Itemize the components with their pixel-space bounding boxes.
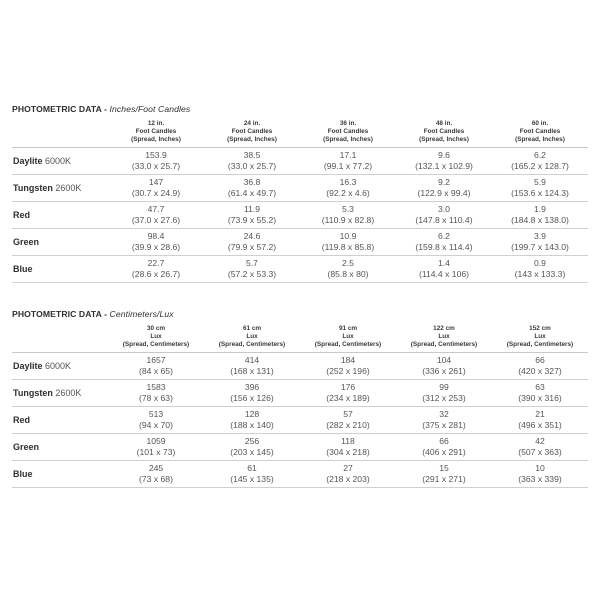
- column-header: [396, 325, 492, 353]
- column-distance: 61 cm: [242, 325, 262, 332]
- intensity-value: 21: [535, 409, 545, 419]
- data-cell: [396, 380, 492, 407]
- column-distance: 12 in.: [147, 120, 165, 127]
- intensity-value: 27: [343, 463, 353, 473]
- column-header: [492, 120, 588, 148]
- table-row: [12, 175, 588, 202]
- column-spread-note: (Spread, Centimeters): [218, 341, 286, 348]
- section-title: [12, 103, 588, 115]
- data-cell: [300, 407, 396, 434]
- spread-dimensions: (282 x 210): [326, 420, 370, 430]
- spread-dimensions: (496 x 351): [518, 420, 562, 430]
- intensity-value: 10.9: [339, 231, 357, 241]
- data-cell: [300, 202, 396, 229]
- data-cell: [108, 353, 204, 380]
- row-label: [12, 175, 108, 202]
- intensity-value: 22.7: [147, 258, 165, 268]
- intensity-value: 396: [244, 382, 260, 392]
- row-label: [12, 202, 108, 229]
- data-cell: [492, 202, 588, 229]
- row-label: [12, 353, 108, 380]
- column-unit: Foot Candles: [423, 128, 465, 135]
- section-title: [12, 308, 588, 320]
- intensity-value: 128: [244, 409, 260, 419]
- data-cell: [204, 380, 300, 407]
- data-cell: [492, 175, 588, 202]
- table-row: [12, 202, 588, 229]
- column-distance: 60 in.: [531, 120, 549, 127]
- column-spread-note: (Spread, Centimeters): [410, 341, 478, 348]
- spread-dimensions: (252 x 196): [326, 366, 370, 376]
- data-cell: [108, 202, 204, 229]
- table-row: [12, 148, 588, 175]
- column-header: [300, 120, 396, 148]
- column-spread-note: (Spread, Inches): [131, 136, 181, 143]
- data-cell: [492, 434, 588, 461]
- column-spread-note: (Spread, Centimeters): [314, 341, 382, 348]
- intensity-value: 10: [535, 463, 545, 473]
- spread-dimensions: (184.8 x 138.0): [511, 215, 569, 225]
- intensity-value: 38.5: [243, 150, 261, 160]
- spread-dimensions: (73.9 x 55.2): [227, 215, 277, 225]
- data-cell: [300, 461, 396, 488]
- data-cell: [204, 461, 300, 488]
- column-distance: 36 in.: [339, 120, 357, 127]
- intensity-value: 3.0: [438, 204, 450, 214]
- spread-dimensions: (119.8 x 85.8): [321, 242, 375, 252]
- column-header: [396, 120, 492, 148]
- table-header: [12, 120, 588, 148]
- intensity-value: 9.2: [438, 177, 450, 187]
- column-unit: Lux: [342, 333, 354, 340]
- data-cell: [492, 256, 588, 283]
- table-row: [12, 380, 588, 407]
- column-distance: 24 in.: [243, 120, 261, 127]
- intensity-value: 1.9: [534, 204, 546, 214]
- spread-dimensions: (94 x 70): [139, 420, 173, 430]
- data-cell: [396, 434, 492, 461]
- spread-dimensions: (73 x 68): [139, 474, 173, 484]
- spread-dimensions: (37.0 x 27.6): [131, 215, 181, 225]
- table-header: [12, 325, 588, 353]
- intensity-value: 99: [439, 382, 449, 392]
- table-row: [12, 461, 588, 488]
- light-name: Red: [13, 209, 31, 220]
- intensity-value: 98.4: [147, 231, 165, 241]
- data-cell: [204, 256, 300, 283]
- row-label: [12, 407, 108, 434]
- intensity-value: 36.8: [243, 177, 261, 187]
- spread-dimensions: (304 x 218): [326, 447, 370, 457]
- spread-dimensions: (57.2 x 53.3): [227, 269, 277, 279]
- data-cell: [396, 353, 492, 380]
- column-spread-note: (Spread, Centimeters): [506, 341, 574, 348]
- color-temperature: 6000K: [42, 155, 72, 166]
- data-cell: [204, 175, 300, 202]
- table-row: [12, 353, 588, 380]
- spread-dimensions: (92.2 x 4.6): [326, 188, 370, 198]
- column-unit: Foot Candles: [519, 128, 561, 135]
- intensity-value: 0.9: [534, 258, 546, 268]
- column-unit: Lux: [534, 333, 546, 340]
- intensity-value: 32: [439, 409, 449, 419]
- data-cell: [204, 434, 300, 461]
- intensity-value: 147: [148, 177, 164, 187]
- light-name: Blue: [13, 468, 33, 479]
- table-row: [12, 256, 588, 283]
- intensity-value: 256: [244, 436, 260, 446]
- table-row: [12, 229, 588, 256]
- data-cell: [204, 353, 300, 380]
- data-cell: [300, 256, 396, 283]
- column-unit: Lux: [246, 333, 258, 340]
- intensity-value: 6.2: [438, 231, 450, 241]
- column-unit: Lux: [438, 333, 450, 340]
- row-label: [12, 380, 108, 407]
- light-name: Tungsten: [13, 182, 53, 193]
- row-label: [12, 434, 108, 461]
- spread-dimensions: (143 x 133.3): [514, 269, 566, 279]
- intensity-value: 176: [340, 382, 356, 392]
- intensity-value: 1.4: [438, 258, 450, 268]
- table-body: [12, 148, 588, 283]
- intensity-value: 61: [247, 463, 257, 473]
- column-header: [204, 325, 300, 353]
- data-cell: [396, 407, 492, 434]
- data-cell: [300, 353, 396, 380]
- data-cell: [300, 380, 396, 407]
- data-cell: [204, 202, 300, 229]
- column-spread-note: (Spread, Inches): [227, 136, 277, 143]
- data-cell: [300, 434, 396, 461]
- section-title-unit: Inches/Foot Candles: [109, 104, 191, 114]
- spread-dimensions: (28.6 x 26.7): [131, 269, 181, 279]
- data-cell: [108, 434, 204, 461]
- spread-dimensions: (312 x 253): [422, 393, 466, 403]
- column-unit: Foot Candles: [135, 128, 177, 135]
- data-cell: [300, 229, 396, 256]
- data-cell: [492, 229, 588, 256]
- intensity-value: 15: [439, 463, 449, 473]
- column-header: [300, 325, 396, 353]
- spread-dimensions: (199.7 x 143.0): [511, 242, 569, 252]
- column-header: [204, 120, 300, 148]
- intensity-value: 184: [340, 355, 356, 365]
- intensity-value: 104: [436, 355, 452, 365]
- spread-dimensions: (406 x 291): [422, 447, 466, 457]
- intensity-value: 6.2: [534, 150, 546, 160]
- column-spread-note: (Spread, Inches): [419, 136, 469, 143]
- row-label-header: [12, 120, 108, 148]
- intensity-value: 66: [439, 436, 449, 446]
- table-body: [12, 353, 588, 488]
- section-title-text: PHOTOMETRIC DATA -: [12, 104, 110, 114]
- intensity-value: 5.7: [246, 258, 258, 268]
- intensity-value: 24.6: [243, 231, 261, 241]
- spread-dimensions: (33.0 x 25.7): [131, 161, 181, 171]
- spread-dimensions: (159.8 x 114.4): [415, 242, 473, 252]
- column-header: [492, 325, 588, 353]
- spread-dimensions: (203 x 145): [230, 447, 274, 457]
- intensity-value: 57: [343, 409, 353, 419]
- data-cell: [108, 148, 204, 175]
- spread-dimensions: (145 x 135): [230, 474, 274, 484]
- centimeters-section: [12, 308, 588, 488]
- color-temperature: 2600K: [52, 182, 82, 193]
- data-cell: [300, 175, 396, 202]
- data-cell: [492, 353, 588, 380]
- data-cell: [204, 407, 300, 434]
- column-header: [108, 120, 204, 148]
- intensity-value: 513: [148, 409, 164, 419]
- intensity-value: 9.6: [438, 150, 450, 160]
- intensity-value: 245: [148, 463, 164, 473]
- color-temperature: 6000K: [42, 360, 72, 371]
- data-cell: [396, 148, 492, 175]
- data-cell: [108, 380, 204, 407]
- spread-dimensions: (147.8 x 110.4): [415, 215, 473, 225]
- column-unit: Foot Candles: [231, 128, 273, 135]
- intensity-value: 118: [341, 436, 355, 446]
- inches-section: [12, 103, 588, 283]
- row-label: [12, 461, 108, 488]
- spread-dimensions: (218 x 203): [326, 474, 370, 484]
- row-label-header: [12, 325, 108, 353]
- light-name: Daylite: [13, 360, 43, 371]
- data-cell: [108, 229, 204, 256]
- data-cell: [396, 202, 492, 229]
- column-unit: Foot Candles: [327, 128, 369, 135]
- data-cell: [396, 229, 492, 256]
- light-name: Red: [13, 414, 31, 425]
- intensity-value: 42: [535, 436, 545, 446]
- column-distance: 48 in.: [435, 120, 453, 127]
- column-unit: Lux: [150, 333, 162, 340]
- intensity-value: 1059: [146, 436, 166, 446]
- spread-dimensions: (132.1 x 102.9): [415, 161, 473, 171]
- light-name: Green: [13, 236, 40, 247]
- intensity-value: 153.9: [145, 150, 167, 160]
- intensity-value: 17.1: [339, 150, 357, 160]
- light-name: Blue: [13, 263, 33, 274]
- data-cell: [492, 407, 588, 434]
- spread-dimensions: (85.8 x 80): [327, 269, 369, 279]
- spread-dimensions: (84 x 65): [139, 366, 173, 376]
- data-cell: [396, 175, 492, 202]
- intensity-value: 5.9: [534, 177, 546, 187]
- spread-dimensions: (420 x 327): [518, 366, 562, 376]
- photometric-table-inches: [12, 120, 588, 283]
- intensity-value: 11.9: [243, 204, 261, 214]
- spread-dimensions: (390 x 316): [518, 393, 562, 403]
- data-cell: [396, 461, 492, 488]
- spread-dimensions: (39.9 x 28.6): [131, 242, 181, 252]
- column-distance: 122 cm: [433, 325, 455, 332]
- spread-dimensions: (153.6 x 124.3): [511, 188, 569, 198]
- row-label: [12, 229, 108, 256]
- spread-dimensions: (114.4 x 106): [418, 269, 469, 279]
- intensity-value: 1583: [146, 382, 166, 392]
- data-cell: [108, 407, 204, 434]
- spread-dimensions: (291 x 271): [422, 474, 466, 484]
- data-cell: [396, 256, 492, 283]
- intensity-value: 63: [535, 382, 545, 392]
- intensity-value: 16.3: [339, 177, 357, 187]
- data-cell: [300, 148, 396, 175]
- light-name: Tungsten: [13, 387, 53, 398]
- color-temperature: 2600K: [52, 387, 82, 398]
- intensity-value: 66: [535, 355, 545, 365]
- spread-dimensions: (99.1 x 77.2): [323, 161, 373, 171]
- column-spread-note: (Spread, Inches): [323, 136, 373, 143]
- light-name: Green: [13, 441, 40, 452]
- spread-dimensions: (336 x 261): [422, 366, 466, 376]
- data-cell: [492, 148, 588, 175]
- intensity-value: 47.7: [147, 204, 165, 214]
- intensity-value: 414: [244, 355, 260, 365]
- data-cell: [108, 175, 204, 202]
- spread-dimensions: (78 x 63): [139, 393, 173, 403]
- spread-dimensions: (33.0 x 25.7): [227, 161, 277, 171]
- photometric-table-centimeters: [12, 325, 588, 488]
- section-title-unit: Centimeters/Lux: [109, 309, 174, 319]
- table-row: [12, 407, 588, 434]
- spread-dimensions: (234 x 189): [326, 393, 370, 403]
- intensity-value: 5.3: [342, 204, 354, 214]
- spread-dimensions: (61.4 x 49.7): [227, 188, 277, 198]
- intensity-value: 2.5: [342, 258, 354, 268]
- column-header: [108, 325, 204, 353]
- data-cell: [204, 229, 300, 256]
- intensity-value: 1657: [146, 355, 166, 365]
- light-name: Daylite: [13, 155, 43, 166]
- spread-dimensions: (168 x 131): [230, 366, 274, 376]
- section-title-text: PHOTOMETRIC DATA -: [12, 309, 110, 319]
- data-cell: [492, 380, 588, 407]
- data-cell: [492, 461, 588, 488]
- spread-dimensions: (507 x 363): [518, 447, 562, 457]
- spread-dimensions: (122.9 x 99.4): [417, 188, 471, 198]
- column-distance: 91 cm: [338, 325, 358, 332]
- spread-dimensions: (188 x 140): [230, 420, 274, 430]
- spread-dimensions: (101 x 73): [136, 447, 176, 457]
- column-spread-note: (Spread, Centimeters): [122, 341, 190, 348]
- data-cell: [108, 256, 204, 283]
- table-row: [12, 434, 588, 461]
- spread-dimensions: (363 x 339): [518, 474, 562, 484]
- data-cell: [108, 461, 204, 488]
- spread-dimensions: (79.9 x 57.2): [227, 242, 277, 252]
- spread-dimensions: (165.2 x 128.7): [511, 161, 569, 171]
- row-label: [12, 148, 108, 175]
- row-label: [12, 256, 108, 283]
- column-distance: 30 cm: [146, 325, 166, 332]
- spread-dimensions: (375 x 281): [422, 420, 466, 430]
- data-cell: [204, 148, 300, 175]
- column-distance: 152 cm: [529, 325, 551, 332]
- intensity-value: 3.9: [534, 231, 546, 241]
- spread-dimensions: (156 x 126): [230, 393, 274, 403]
- spread-dimensions: (30.7 x 24.9): [131, 188, 181, 198]
- column-spread-note: (Spread, Inches): [515, 136, 565, 143]
- spread-dimensions: (110.9 x 82.8): [321, 215, 375, 225]
